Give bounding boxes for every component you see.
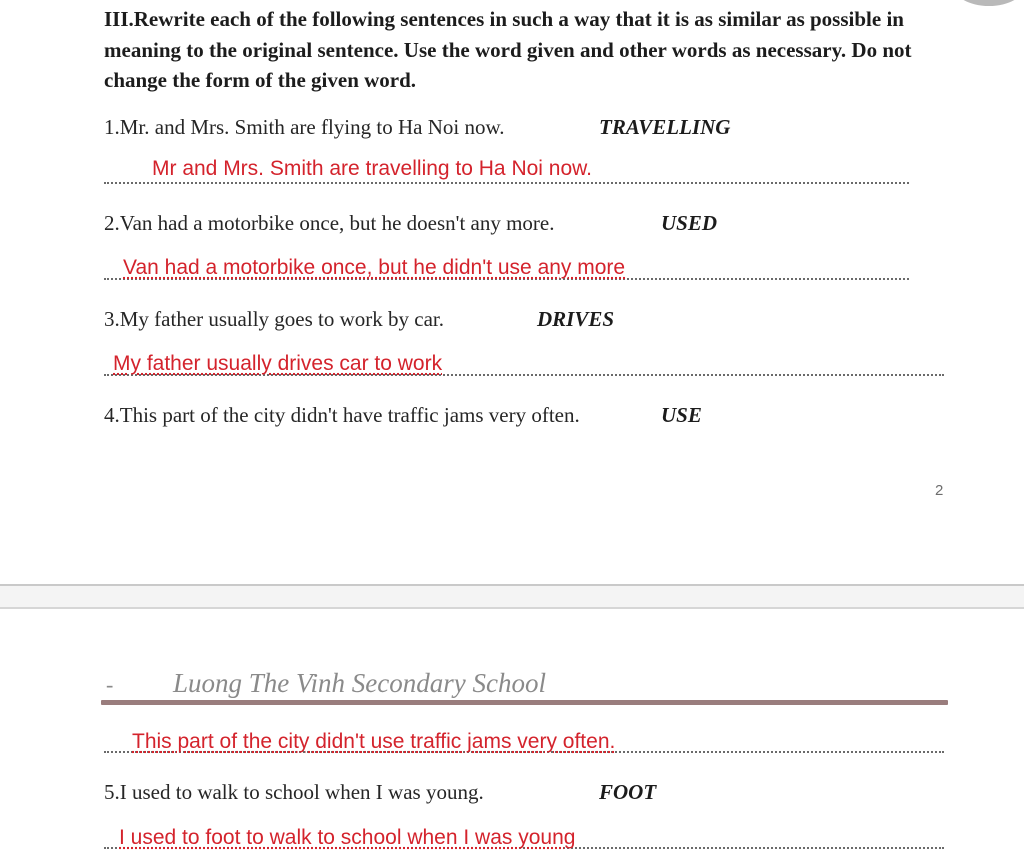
question-text: 3.My father usually goes to work by car.	[104, 307, 445, 331]
answer-4: This part of the city didn't use traffic jams very often.	[132, 730, 616, 753]
question-2	[104, 211, 718, 236]
corner-shape	[952, 0, 1024, 6]
answer-1: Mr and Mrs. Smith are travelling to Ha Noi now.	[152, 157, 592, 180]
header-dash: -	[106, 672, 114, 697]
page-break	[0, 584, 1024, 609]
question-text: 1.Mr. and Mrs. Smith are flying to Ha Noi now.	[104, 115, 505, 139]
exercise-instructions: III.Rewrite each of the following sentences in such a way that it is as similar as possible in meaning to the original sentence. Use the word given and other words as necessary. Do not change the form of the given word.	[104, 7, 912, 92]
question-text: 5.I used to walk to school when I was young.	[104, 780, 484, 804]
answer-line-1[interactable]	[104, 182, 909, 184]
keyword: FOOT	[599, 780, 657, 804]
header-rule	[101, 700, 948, 705]
keyword: TRAVELLING	[599, 115, 731, 139]
question-text: 2.Van had a motorbike once, but he doesn't any more.	[104, 211, 555, 235]
question-3	[104, 307, 615, 332]
answer-2: Van had a motorbike once, but he didn't use any more	[123, 256, 626, 279]
question-text: 4.This part of the city didn't have traffic jams very often.	[104, 403, 580, 427]
keyword: USE	[661, 403, 702, 427]
keyword: USED	[661, 211, 718, 235]
answer-5: I used to foot to walk to school when I was young	[119, 826, 576, 849]
question-1	[104, 115, 731, 140]
question-5	[104, 780, 657, 805]
question-4	[104, 403, 702, 428]
school-name: Luong The Vinh Secondary School	[173, 668, 546, 698]
keyword: DRIVES	[537, 307, 615, 331]
page-number: 2	[935, 482, 944, 499]
answer-3: My father usually drives car to work	[113, 352, 443, 375]
